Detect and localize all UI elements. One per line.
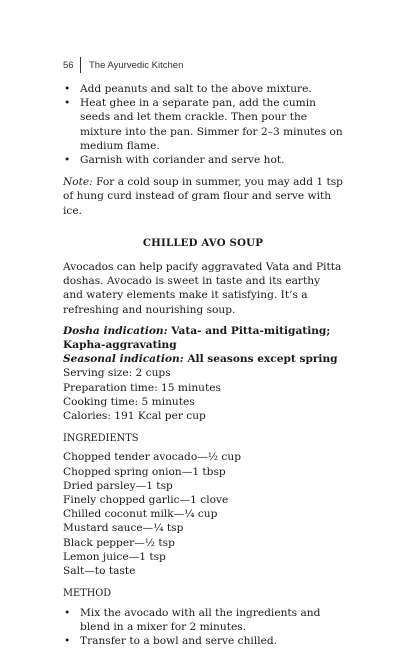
seasonal-indication: [63, 352, 343, 366]
season-label: Seasonal indication:: [63, 353, 184, 365]
list-item: • Garnish with coriander and serve hot.: [63, 153, 343, 167]
page-number: 56: [63, 60, 77, 71]
season-value: All seasons except spring: [184, 353, 338, 365]
ingredient-item: Chopped tender avocado—½ cup: [63, 450, 343, 464]
header-divider: [80, 57, 81, 73]
page-content: [63, 82, 343, 648]
dosha-label: Dosha indication:: [63, 325, 168, 337]
ingredients-list: [63, 450, 343, 578]
preparation-time: Preparation time: 15 minutes: [63, 381, 343, 395]
running-title: The Ayurvedic Kitchen: [89, 60, 183, 71]
method-steps-list: [63, 606, 343, 648]
note-text: For a cold soup in summer, you may add 1 tsp of hung curd instead of gram flour and serve with ice.: [63, 176, 343, 216]
ingredient-item: Salt—to taste: [63, 564, 343, 578]
ingredient-item: Dried parsley—1 tsp: [63, 479, 343, 493]
ingredient-item: Mustard sauce—¼ tsp: [63, 521, 343, 535]
dosha-value: Vata- and Pitta-mitigating; Kapha-aggravating: [63, 325, 330, 351]
recipe-indications: [63, 324, 343, 423]
list-item: • Heat ghee in a separate pan, add the cumin seeds and let them crackle. Then pour the mixture into the pan. Simmer for 2–3 minutes on medium flame.: [63, 96, 343, 153]
note-label: Note:: [63, 176, 93, 188]
note-paragraph: [63, 175, 343, 218]
cooking-time: Cooking time: 5 minutes: [63, 395, 343, 409]
ingredient-item: Chopped spring onion—1 tbsp: [63, 465, 343, 479]
list-item: • Transfer to a bowl and serve chilled.: [63, 634, 343, 648]
ingredient-item: Finely chopped garlic—1 clove: [63, 493, 343, 507]
running-header: [63, 57, 183, 73]
serving-size: Serving size: 2 cups: [63, 366, 343, 380]
list-item: • Mix the avocado with all the ingredients and blend in a mixer for 2 minutes.: [63, 606, 343, 634]
list-item: • Add peanuts and salt to the above mixture.: [63, 82, 343, 96]
ingredient-item: Black pepper—½ tsp: [63, 536, 343, 550]
calories: Calories: 191 Kcal per cup: [63, 409, 343, 423]
recipe-description: Avocados can help pacify aggravated Vata and Pitta doshas. Avocado is sweet in taste and its earthy and watery elements make it satisfying. It’s a refreshing and nourishing soup.: [63, 260, 343, 317]
intro-steps-list: [63, 82, 343, 167]
ingredients-heading: INGREDIENTS: [63, 432, 343, 446]
method-heading: METHOD: [63, 587, 343, 601]
dosha-indication: [63, 324, 343, 352]
recipe-title: CHILLED AVO SOUP: [63, 236, 343, 250]
ingredient-item: Chilled coconut milk—¼ cup: [63, 507, 343, 521]
ingredient-item: Lemon juice—1 tsp: [63, 550, 343, 564]
